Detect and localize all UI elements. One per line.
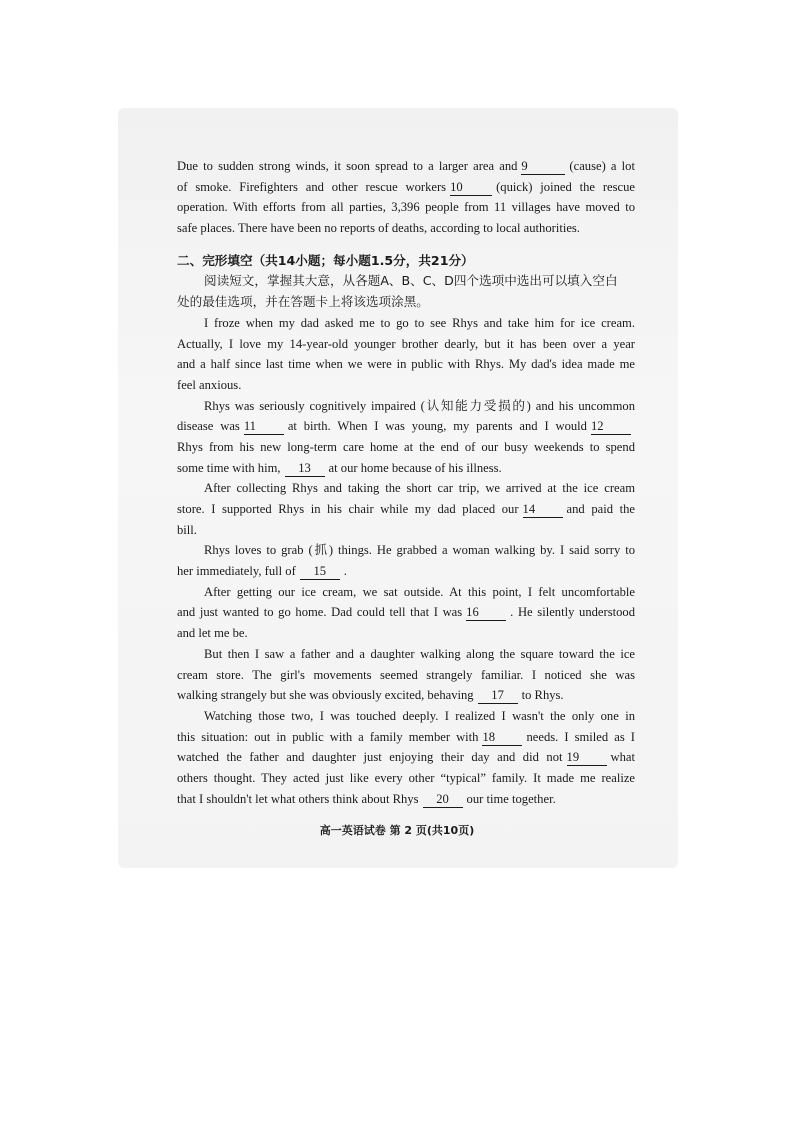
answer-blank: 9 <box>521 159 565 175</box>
answer-blank: 20 <box>423 792 463 808</box>
text-line: disease was 11 at birth. When I was young, my parents and I would 12 <box>177 416 635 437</box>
text-line: Actually, I love my 14-year-old younger brother dearly, but it has been over a year <box>177 336 635 351</box>
instruction-line: 阅读短文，掌握其大意，从各题A、B、C、D四个选项中选出可以填入空白 <box>204 273 618 289</box>
answer-blank: 11 <box>244 419 284 435</box>
text-line: cream store. The girl's movements seemed strangely familiar. I noticed she was <box>177 667 635 682</box>
text-line: operation. With efforts from all parties, 3,396 people from 11 villages have moved to <box>177 200 635 215</box>
text-line: feel anxious. <box>177 377 242 392</box>
text-line: bill. <box>177 522 197 537</box>
text-line: and just wanted to go home. Dad could tell that I was 16 . He silently understood <box>177 605 635 620</box>
text-line: Rhys loves to grab (抓) things. He grabbed a woman walking by. I said sorry to <box>204 543 635 558</box>
section-heading: 二、完形填空（共14小题；每小题1.5分，共21分） <box>177 252 474 268</box>
text-line: I froze when my dad asked me to go to see Rhys and take him for ice cream. <box>204 315 635 330</box>
text-line: of smoke. Firefighters and other rescue workers 10 (quick) joined the rescue <box>177 179 635 194</box>
text-line: Rhys was seriously cognitively impaired (认知能力受损的) and his uncommon <box>204 398 635 413</box>
text-line: watched the father and daughter just enjoying their day and did not 19 what <box>177 750 635 765</box>
text-line: Due to sudden strong winds, it soon spread to a larger area and 9 (cause) a lot <box>177 159 635 173</box>
answer-blank: 10 <box>450 180 492 196</box>
text-line: After collecting Rhys and taking the short car trip, we arrived at the ice cream <box>204 481 635 496</box>
text-line: her immediately, full of 15 . <box>177 564 347 579</box>
text-line: that I shouldn't let what others think about Rhys 20 our time together. <box>177 791 556 806</box>
text-line: Rhys from his new long-term care home at the end of our busy weekends to spend <box>177 439 635 454</box>
exam-content <box>177 156 635 809</box>
text-line: and a half since last time when we were in public with Rhys. My dad's idea made me <box>177 357 635 372</box>
text-line: walking strangely but she was obviously excited, behaving 17 to Rhys. <box>177 688 564 703</box>
answer-blank: 16 <box>466 605 506 621</box>
text-line: After getting our ice cream, we sat outside. At this point, I felt uncomfortable <box>204 584 635 599</box>
answer-blank: 17 <box>478 688 518 704</box>
text-line: Watching those two, I was touched deeply. I realized I wasn't the only one in <box>204 708 635 723</box>
page-footer: 高一英语试卷 第 2 页(共10页) <box>319 824 475 837</box>
answer-blank: 13 <box>285 461 325 477</box>
answer-blank: 19 <box>567 750 607 766</box>
text-line: But then I saw a father and a daughter walking along the square toward the ice <box>204 646 635 661</box>
instruction-line: 处的最佳选项，并在答题卡上将该选项涂黑。 <box>177 294 429 310</box>
answer-blank: 14 <box>523 502 563 518</box>
answer-blank: 15 <box>300 564 340 580</box>
answer-blank: 12 <box>591 419 631 435</box>
text-line: some time with him, 13 at our home because of his illness. <box>177 460 502 475</box>
text-line: safe places. There have been no reports of deaths, according to local authorities. <box>177 221 580 236</box>
text-line: this situation: out in public with a family member with 18 needs. I smiled as I <box>177 729 635 744</box>
text-line: others thought. They acted just like every other “typical” family. It made me realize <box>177 770 635 785</box>
answer-blank: 18 <box>482 730 522 746</box>
text-line: store. I supported Rhys in his chair while my dad placed our 14 and paid the <box>177 502 635 516</box>
text-line: and let me be. <box>177 626 248 641</box>
